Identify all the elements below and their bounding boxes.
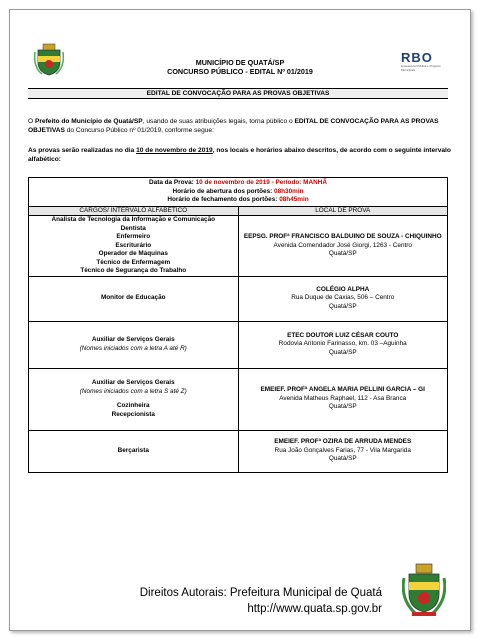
table-row bbox=[29, 216, 448, 277]
table-row bbox=[29, 368, 448, 430]
cargo-item: Recepcionista bbox=[111, 410, 155, 418]
table-header-info bbox=[29, 178, 448, 207]
intro-paragraph bbox=[28, 117, 452, 135]
website-url: http://www.quata.sp.gov.br bbox=[247, 603, 382, 615]
local-name: ETEC DOUTOR LUIZ CÉSAR COUTO bbox=[287, 331, 399, 339]
cargo-range: (Nomes iniciados com a letra S até Z) bbox=[79, 387, 187, 395]
cargos-cell bbox=[29, 321, 239, 368]
cargos-cell bbox=[29, 368, 239, 430]
cargo-item: Auxiliar de Serviços Gerais bbox=[91, 336, 175, 343]
cargos-cell bbox=[29, 276, 239, 321]
gates-open-label: Horário de abertura dos portões: bbox=[172, 187, 275, 195]
table-column-headers bbox=[29, 206, 448, 216]
header-contest: CONCURSO PÚBLICO - EDITAL Nº 01/2019 bbox=[167, 67, 313, 76]
exam-date bbox=[29, 179, 447, 188]
cargo-item: Monitor de Educação bbox=[100, 294, 166, 302]
local-cell bbox=[238, 368, 448, 430]
cargo-item: Auxiliar de Serviços Gerais bbox=[91, 379, 175, 386]
local-name: EMEIEF. PROFª ANGELA MARIA PELLINI GARCIA – GI bbox=[260, 386, 425, 394]
schedule-table bbox=[28, 177, 448, 473]
intro-text: do Concurso Público nº 01/2019, conforme segue: bbox=[64, 127, 214, 134]
cargo-item: Dentista bbox=[120, 224, 146, 232]
exam-info-cell bbox=[29, 178, 448, 207]
municipal-crest-icon bbox=[402, 562, 446, 618]
table-row bbox=[29, 276, 448, 321]
local-city: Quatá/SP bbox=[328, 302, 357, 310]
local-city: Quatá/SP bbox=[328, 403, 357, 411]
local-cell bbox=[238, 276, 448, 321]
local-name: EMEIEF. PROFª OZIRA DE ARRUDA MENDES bbox=[274, 438, 412, 446]
local-address: Rodovia Antonio Farinasso, km. 03 –Aguinha bbox=[278, 340, 407, 348]
exam-date-label: Data da Prova: bbox=[149, 179, 196, 186]
date-paragraph bbox=[28, 146, 452, 164]
local-address: Rua Duque de Caxias, 506 – Centro bbox=[291, 294, 395, 302]
rbo-logo-subtitle: Assessoria Pública e Projetos Municipais bbox=[401, 64, 441, 72]
local-address: Avenida Comendador José Giorgi, 1263 - Centro bbox=[273, 241, 412, 249]
cargo-item: Técnico de Enfermagem bbox=[96, 258, 171, 266]
local-cell bbox=[238, 216, 448, 277]
gates-close bbox=[29, 196, 447, 205]
date-text: As provas serão realizadas no dia bbox=[28, 147, 137, 154]
local-name: EEPSG. PROFª FRANCISCO BALDUINO DE SOUZA - CHIQUINHO bbox=[243, 233, 442, 240]
local-address: Rua João Gonçalves Farias, 77 - Vila Margarida bbox=[274, 446, 411, 454]
intro-text: O bbox=[28, 118, 35, 125]
local-cell bbox=[238, 321, 448, 368]
local-city: Quatá/SP bbox=[328, 348, 357, 356]
gates-open-value: 08h30min bbox=[274, 187, 304, 195]
rbo-logo bbox=[401, 51, 449, 75]
exam-date-value: 10 de novembro de 2019 - Período: MANHÃ bbox=[195, 179, 327, 186]
date-underlined: 10 de novembro de 2019 bbox=[136, 147, 213, 154]
cargo-item: Escriturário bbox=[115, 241, 152, 249]
local-cell bbox=[238, 430, 448, 472]
intro-text: , usando de suas atribuições legais, torna público o bbox=[142, 118, 295, 125]
header-municipality: MUNICÍPIO DE QUATÁ/SP bbox=[195, 58, 285, 67]
date-text: , nos locais e horários abaixo descritos, de acordo com o seguinte intervalo alfabético: bbox=[28, 147, 451, 163]
table-row bbox=[29, 430, 448, 472]
cargos-cell bbox=[29, 430, 239, 472]
cargo-item: Cozinheira bbox=[116, 402, 150, 409]
edital-banner: EDITAL DE CONVOCAÇÃO PARA AS PROVAS OBJETIVAS bbox=[28, 88, 448, 99]
cargo-item: Berçarista bbox=[117, 446, 149, 454]
cargo-item: Técnico de Segurança do Trabalho bbox=[80, 267, 187, 274]
copyright-text: Direitos Autorais: Prefeitura Municipal de Quatá bbox=[139, 587, 382, 599]
gates-close-value: 08h45min bbox=[279, 196, 309, 203]
cargos-cell bbox=[29, 216, 239, 277]
rbo-logo-text: RBO bbox=[401, 50, 433, 65]
column-header-local: LOCAL DE PROVA bbox=[238, 206, 448, 216]
cargo-item: Operador de Máquinas bbox=[98, 250, 168, 257]
local-city: Quatá/SP bbox=[328, 250, 357, 257]
local-city: Quatá/SP bbox=[328, 455, 357, 463]
local-name: COLÉGIO ALPHA bbox=[316, 285, 370, 293]
column-header-cargos: CARGOS/ INTERVALO ALFABÉTICO bbox=[29, 206, 239, 216]
gates-close-label: Horário de fechamento dos portões: bbox=[167, 196, 280, 203]
gates-open bbox=[29, 188, 447, 197]
local-address: Avenida Matheus Raphael, 112 - Asa Branca bbox=[279, 394, 407, 402]
intro-edital: EDITAL DE CONVOCAÇÃO PARA AS PROVAS OBJETIVAS bbox=[28, 118, 439, 134]
cargo-item: Analista de Tecnologia da Informação e Comunicação bbox=[51, 216, 216, 223]
intro-prefeito: Prefeito do Município de Quatá/SP bbox=[34, 118, 143, 125]
cargo-range: (Nomes iniciados com a letra A até R) bbox=[79, 344, 187, 352]
table-row bbox=[29, 321, 448, 368]
cargo-item: Enfermeiro bbox=[116, 233, 151, 240]
